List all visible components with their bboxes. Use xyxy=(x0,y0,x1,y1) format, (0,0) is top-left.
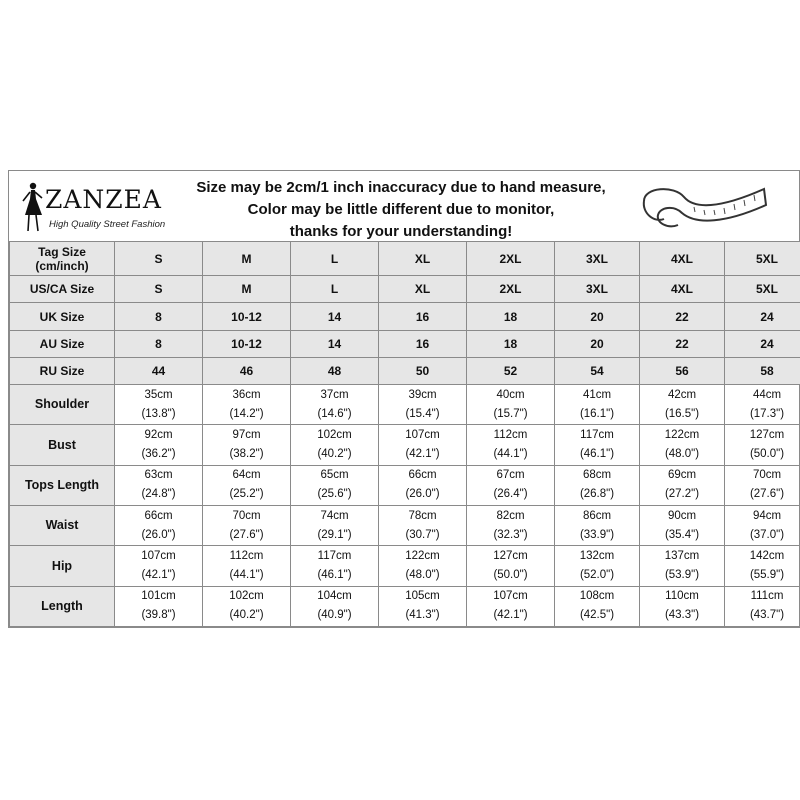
row-label xyxy=(10,330,115,357)
notice-line-2: Color may be little different due to monitor, xyxy=(247,201,555,218)
size-cell: 20 xyxy=(555,303,640,330)
measurement-cell xyxy=(203,546,291,586)
inch-value: (50.0") xyxy=(749,448,785,461)
measurement-cell xyxy=(379,465,467,505)
inch-value: (16.1") xyxy=(579,407,615,420)
inch-value: (42.1") xyxy=(405,448,440,461)
cm-value: 105cm xyxy=(405,590,440,603)
cm-value: 112cm xyxy=(493,429,528,442)
measurement-cell xyxy=(467,586,555,626)
measurement-row xyxy=(10,546,800,586)
inch-value: (15.7") xyxy=(493,407,528,420)
inch-value: (24.8") xyxy=(141,488,176,501)
measurement-cell xyxy=(379,425,467,465)
measurement-cell xyxy=(555,385,640,425)
size-chart xyxy=(8,170,800,628)
cm-value: 63cm xyxy=(144,469,173,482)
inch-value: (42.1") xyxy=(493,609,528,622)
size-cell: 24 xyxy=(725,303,800,330)
measurement-cell xyxy=(725,385,800,425)
size-cell: 5XL xyxy=(725,276,800,303)
cm-value: 70cm xyxy=(232,509,261,522)
cm-value: 86cm xyxy=(582,509,612,522)
measurement-cell xyxy=(379,546,467,586)
cm-value: 82cm xyxy=(496,509,525,522)
size-cell: 16 xyxy=(379,330,467,357)
cm-value: 132cm xyxy=(579,550,615,563)
inch-value: (43.7") xyxy=(749,609,785,622)
measurement-cell xyxy=(725,546,800,586)
measurement-cell xyxy=(291,506,379,546)
measurement-cell xyxy=(555,465,640,505)
row-label-text: Tag Size xyxy=(38,244,86,259)
inch-value: (40.2") xyxy=(229,609,264,622)
measurement-cell xyxy=(203,586,291,626)
measurement-cell xyxy=(203,506,291,546)
row-label-text: US/CA Size xyxy=(29,282,95,297)
measurement-cell xyxy=(291,465,379,505)
cm-value: 107cm xyxy=(405,429,440,442)
cm-value: 78cm xyxy=(408,509,437,522)
measurement-cell xyxy=(291,546,379,586)
row-label-text: AU Size xyxy=(39,336,85,351)
cm-value: 117cm xyxy=(580,429,614,442)
row-label xyxy=(10,276,115,303)
size-cell: L xyxy=(291,242,379,276)
cm-value: 112cm xyxy=(229,550,264,563)
inch-value: (26.0") xyxy=(141,528,176,541)
inch-value: (46.1") xyxy=(579,448,615,461)
measurement-row xyxy=(10,465,800,505)
inch-value: (39.8") xyxy=(141,609,176,622)
measurement-cell xyxy=(115,385,203,425)
size-cell: 18 xyxy=(467,303,555,330)
cm-value: 122cm xyxy=(405,550,440,563)
size-table xyxy=(9,241,800,627)
size-cell: XL xyxy=(379,276,467,303)
size-cell: 54 xyxy=(555,357,640,384)
cm-value: 41cm xyxy=(582,388,612,401)
measurement-cell xyxy=(291,586,379,626)
inch-value: (40.9") xyxy=(317,609,352,622)
row-label xyxy=(10,242,115,276)
inch-value: (42.1") xyxy=(141,569,176,582)
measurement-row xyxy=(10,586,800,626)
cm-value: 142cm xyxy=(749,550,785,563)
inch-value: (15.4") xyxy=(405,407,440,420)
size-cell: 44 xyxy=(115,357,203,384)
cm-value: 68cm xyxy=(582,469,612,482)
cm-value: 66cm xyxy=(408,469,437,482)
inch-value: (40.2") xyxy=(317,448,352,461)
inch-value: (42.5") xyxy=(579,609,615,622)
measurement-cell xyxy=(291,385,379,425)
cm-value: 92cm xyxy=(144,429,173,442)
measuring-tape-icon xyxy=(634,179,769,235)
size-cell: 46 xyxy=(203,357,291,384)
measurement-cell xyxy=(555,506,640,546)
measurement-cell xyxy=(379,586,467,626)
size-cell: M xyxy=(203,276,291,303)
measurement-cell xyxy=(467,506,555,546)
size-cell: 58 xyxy=(725,357,800,384)
measurement-cell xyxy=(379,385,467,425)
inch-value: (52.0") xyxy=(579,569,615,582)
cm-value: 107cm xyxy=(141,550,176,563)
size-cell: 20 xyxy=(555,330,640,357)
inch-value: (48.0") xyxy=(405,569,440,582)
cm-value: 39cm xyxy=(408,388,437,401)
inch-value: (36.2") xyxy=(141,448,176,461)
inch-value: (44.1") xyxy=(229,569,264,582)
inch-value: (16.5") xyxy=(664,407,700,420)
size-cell: 50 xyxy=(379,357,467,384)
inch-value: (48.0") xyxy=(664,448,700,461)
inch-value: (25.2") xyxy=(229,488,264,501)
cm-value: 67cm xyxy=(496,469,525,482)
size-cell: 22 xyxy=(640,330,725,357)
inch-value: (33.9") xyxy=(579,528,615,541)
row-label: Waist xyxy=(10,506,115,546)
inch-value: (41.3") xyxy=(405,609,440,622)
cm-value: 122cm xyxy=(664,429,700,442)
cm-value: 107cm xyxy=(493,590,528,603)
measurement-cell xyxy=(203,465,291,505)
size-cell: 4XL xyxy=(640,276,725,303)
cm-value: 110cm xyxy=(665,590,699,603)
size-cell: S xyxy=(115,276,203,303)
inch-value: (44.1") xyxy=(493,448,528,461)
inch-value: (32.3") xyxy=(493,528,528,541)
cm-value: 137cm xyxy=(664,550,700,563)
size-cell: 10-12 xyxy=(203,303,291,330)
row-label xyxy=(10,357,115,384)
measurement-cell xyxy=(467,465,555,505)
measurement-cell xyxy=(203,425,291,465)
size-row xyxy=(10,276,800,303)
inch-value: (17.3") xyxy=(749,407,785,420)
inch-value: (55.9") xyxy=(749,569,785,582)
measurement-cell xyxy=(467,385,555,425)
measurement-cell xyxy=(725,586,800,626)
measurement-notice xyxy=(181,177,621,243)
cm-value: 66cm xyxy=(144,509,173,522)
measurement-cell xyxy=(555,546,640,586)
row-label-subtext: (cm/inch) xyxy=(35,258,89,273)
measurement-cell xyxy=(640,385,725,425)
size-cell: 18 xyxy=(467,330,555,357)
cm-value: 70cm xyxy=(752,469,782,482)
size-cell: 10-12 xyxy=(203,330,291,357)
measurement-cell xyxy=(640,425,725,465)
size-cell: 3XL xyxy=(555,276,640,303)
inch-value: (14.6") xyxy=(317,407,352,420)
inch-value: (46.1") xyxy=(317,569,352,582)
size-cell: 24 xyxy=(725,330,800,357)
measurement-cell xyxy=(555,425,640,465)
inch-value: (13.8") xyxy=(141,407,176,420)
row-label-text: UK Size xyxy=(39,309,85,324)
size-cell: 14 xyxy=(291,303,379,330)
size-cell: 56 xyxy=(640,357,725,384)
inch-value: (53.9") xyxy=(664,569,700,582)
measurement-row xyxy=(10,506,800,546)
inch-value: (26.4") xyxy=(493,488,528,501)
cm-value: 102cm xyxy=(229,590,264,603)
cm-value: 108cm xyxy=(579,590,615,603)
measurement-cell xyxy=(467,546,555,586)
cm-value: 127cm xyxy=(493,550,528,563)
inch-value: (38.2") xyxy=(229,448,264,461)
measurement-cell xyxy=(115,465,203,505)
row-label-text: RU Size xyxy=(39,363,85,378)
row-label: Shoulder xyxy=(10,385,115,425)
size-cell: 3XL xyxy=(555,242,640,276)
measurement-row xyxy=(10,385,800,425)
size-row xyxy=(10,242,800,276)
inch-value: (26.8") xyxy=(579,488,615,501)
notice-line-1: Size may be 2cm/1 inch inaccuracy due to hand measure, xyxy=(196,179,606,196)
inch-value: (27.2") xyxy=(664,488,700,501)
row-label: Tops Length xyxy=(10,465,115,505)
size-cell: M xyxy=(203,242,291,276)
cm-value: 104cm xyxy=(317,590,352,603)
size-cell: L xyxy=(291,276,379,303)
brand-tagline: High Quality Street Fashion xyxy=(49,219,166,230)
measurement-cell xyxy=(725,465,800,505)
cm-value: 127cm xyxy=(749,429,785,442)
measurement-cell xyxy=(291,425,379,465)
inch-value: (43.3") xyxy=(664,609,700,622)
measurement-cell xyxy=(640,586,725,626)
cm-value: 111cm xyxy=(750,590,784,603)
cm-value: 69cm xyxy=(667,469,697,482)
size-cell: 22 xyxy=(640,303,725,330)
row-label: Bust xyxy=(10,425,115,465)
inch-value: (37.0") xyxy=(749,528,785,541)
size-cell: 2XL xyxy=(467,276,555,303)
measurement-cell xyxy=(640,506,725,546)
measurement-cell xyxy=(203,385,291,425)
cm-value: 64cm xyxy=(232,469,261,482)
measurement-cell xyxy=(640,465,725,505)
cm-value: 117cm xyxy=(317,550,352,563)
size-cell: 16 xyxy=(379,303,467,330)
measurement-cell xyxy=(115,425,203,465)
inch-value: (26.0") xyxy=(405,488,440,501)
inch-value: (25.6") xyxy=(317,488,352,501)
notice-line-3: thanks for your understanding! xyxy=(289,223,513,240)
chart-header xyxy=(9,171,799,241)
size-row xyxy=(10,357,800,384)
fashion-model-icon xyxy=(17,181,47,233)
measurement-cell xyxy=(467,425,555,465)
size-cell: 48 xyxy=(291,357,379,384)
size-cell: 14 xyxy=(291,330,379,357)
inch-value: (27.6") xyxy=(229,528,264,541)
cm-value: 65cm xyxy=(320,469,349,482)
size-cell: 4XL xyxy=(640,242,725,276)
brand-logo xyxy=(17,181,187,236)
measurement-cell xyxy=(725,506,800,546)
size-row xyxy=(10,330,800,357)
row-label: Hip xyxy=(10,546,115,586)
size-cell: 5XL xyxy=(725,242,800,276)
measurement-cell xyxy=(640,546,725,586)
measurement-cell xyxy=(555,586,640,626)
cm-value: 102cm xyxy=(317,429,352,442)
inch-value: (50.0") xyxy=(493,569,528,582)
cm-value: 101cm xyxy=(141,590,176,603)
row-label: Length xyxy=(10,586,115,626)
size-cell: S xyxy=(115,242,203,276)
cm-value: 94cm xyxy=(752,509,782,522)
size-cell: 8 xyxy=(115,303,203,330)
cm-value: 40cm xyxy=(496,388,525,401)
size-cell: 8 xyxy=(115,330,203,357)
measurement-cell xyxy=(725,425,800,465)
cm-value: 44cm xyxy=(752,388,782,401)
inch-value: (27.6") xyxy=(749,488,785,501)
cm-value: 90cm xyxy=(667,509,697,522)
measurement-cell xyxy=(115,586,203,626)
measurement-cell xyxy=(379,506,467,546)
size-cell: 52 xyxy=(467,357,555,384)
cm-value: 36cm xyxy=(232,388,261,401)
measurement-cell xyxy=(115,546,203,586)
inch-value: (14.2") xyxy=(229,407,264,420)
size-cell: XL xyxy=(379,242,467,276)
inch-value: (35.4") xyxy=(664,528,700,541)
cm-value: 97cm xyxy=(232,429,261,442)
inch-value: (29.1") xyxy=(317,528,352,541)
inch-value: (30.7") xyxy=(405,528,440,541)
cm-value: 37cm xyxy=(320,388,349,401)
row-label xyxy=(10,303,115,330)
size-row xyxy=(10,303,800,330)
cm-value: 74cm xyxy=(320,509,349,522)
measurement-row xyxy=(10,425,800,465)
brand-name: ZANZEA xyxy=(45,185,162,214)
size-cell: 2XL xyxy=(467,242,555,276)
measurement-cell xyxy=(115,506,203,546)
cm-value: 42cm xyxy=(667,388,697,401)
cm-value: 35cm xyxy=(144,388,173,401)
